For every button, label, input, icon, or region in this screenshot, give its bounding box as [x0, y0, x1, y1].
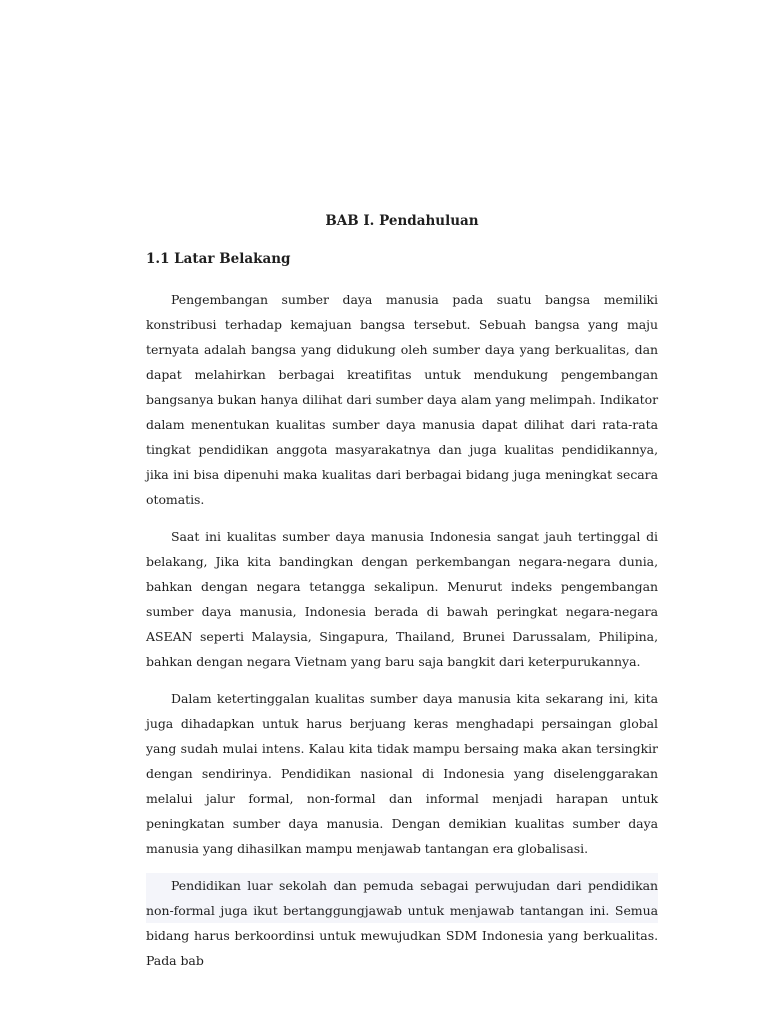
chapter-title: BAB I. Pendahuluan [325, 213, 479, 229]
paragraph-1: Pengembangan sumber daya manusia pada suatu bangsa memiliki konstribusi terhadap kemajuan bangsa tersebut. Sebuah bangsa yang maju ternyata adalah bangsa yang didukung oleh sumber daya yang berkualitas, dan dapat melahirkan berbagai kreatifitas untuk mendukung pengembangan bangsanya bukan hanya dilihat dari sumber daya alam yang melimpah. Indikator dalam menentukan kualitas sumber daya manusia dapat dilihat dari rata-rata tingkat pendidikan anggota masyarakatnya dan juga kualitas pendidikannya, jika ini bisa dipenuhi maka kualitas dari berbagai bidang juga meningkat secara otomatis. [146, 292, 658, 507]
document-body [146, 212, 658, 973]
paragraph-4: Pendidikan luar sekolah dan pemuda sebagai perwujudan dari pendidikan non-formal juga ikut bertanggungjawab untuk menjawab tantangan ini. Semua bidang harus berkoordinsi untuk mewujudkan SDM Indonesia yang berkualitas. Pada bab [146, 873, 658, 973]
paragraph-3: Dalam ketertinggalan kualitas sumber daya manusia kita sekarang ini, kita juga dihadapkan untuk harus berjuang keras menghadapi persaingan global yang sudah mulai intens. Kalau kita tidak mampu bersaing maka akan tersingkir dengan sendirinya. Pendidikan nasional di Indonesia yang diselenggarakan melalui jalur formal, non-formal dan informal menjadi harapan untuk peningkatan sumber daya manusia. Dengan demikian kualitas sumber daya manusia yang dihasilkan mampu menjawab tantangan era globalisasi. [146, 691, 658, 856]
section-title: 1.1 Latar Belakang [146, 251, 291, 267]
paragraph-2: Saat ini kualitas sumber daya manusia Indonesia sangat jauh tertinggal di belakang, Jika kita bandingkan dengan perkembangan negara-negara dunia, bahkan dengan negara tetangga sekalipun. Menurut indeks pengembangan sumber daya manusia, Indonesia berada di bawah peringkat negara-negara ASEAN seperti Malaysia, Singapura, Thailand, Brunei Darussalam, Philipina, bahkan dengan negara Vietnam yang baru saja bangkit dari keterpurukannya. [146, 529, 658, 669]
